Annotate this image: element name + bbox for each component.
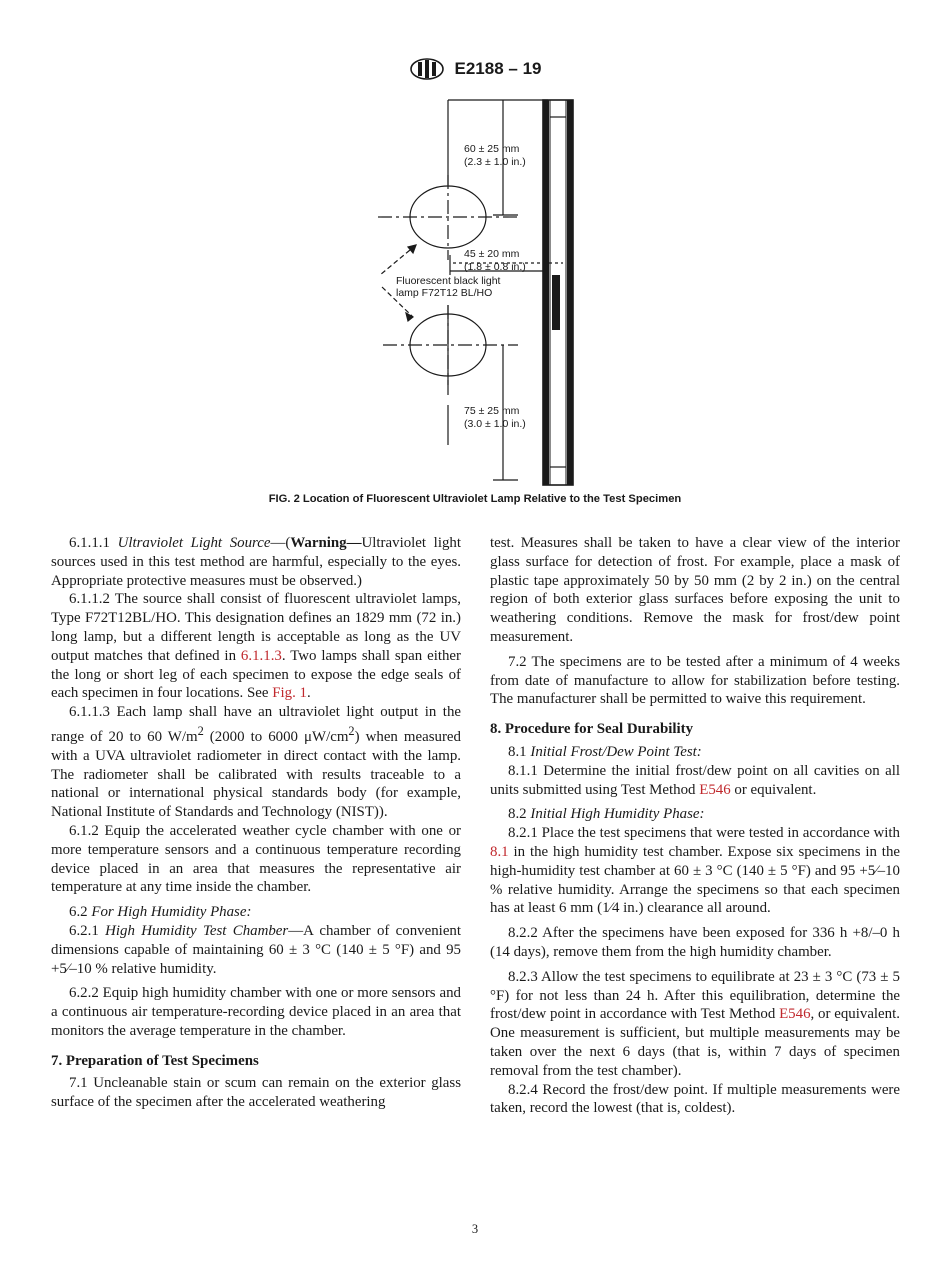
lamp-location-drawing	[368, 95, 583, 490]
dim-top-label-mm: 60 ± 25 mm	[464, 143, 520, 155]
paragraph-6-1-1-3: 6.1.1.3 Each lamp shall have an ultraviolet light output in the range of 20 to 60 $W/m^2$ (2000 to 6000 $\mu W/cm^2$) when measured with a UVA ultraviolet radiometer in direct contact with the lamp. The radiometer shall be calibrated with results traceable to a national or international physical standards body (for example, National Institute of Standards and Technology (NIST)).	[51, 704, 461, 821]
paragraph-8-2-2: 8.2.2 After the specimens have been exposed for 336 h +8/–0 h (14 days), remove them from the high humidity chamber.	[490, 925, 900, 960]
left-column	[51, 534, 461, 1112]
figure-caption: FIG. 2 Location of Fluorescent Ultraviolet Lamp Relative to the Test Specimen	[268, 493, 682, 505]
figure-2-diagram	[368, 95, 583, 490]
section-8-heading: 8. Procedure for Seal Durability	[490, 721, 694, 738]
page-header	[0, 58, 950, 80]
paragraph-8-1: 8.1 Initial Frost/Dew Point Test:	[508, 743, 702, 760]
lamp-label-line2: lamp F72T12 BL/HO	[396, 287, 493, 299]
ref-fig-1-link[interactable]: Fig. 1	[272, 685, 307, 702]
dim-mid-label-mm: 45 ± 20 mm	[464, 248, 520, 260]
dim-bot-label-in: (3.0 ± 1.0 in.)	[464, 418, 526, 430]
dim-top-label-in: (2.3 ± 1.0 in.)	[464, 156, 526, 168]
ref-e546-link-2[interactable]: E546	[779, 1006, 811, 1023]
paragraph-8-2-4: 8.2.4 Record the frost/dew point. If multiple measurements were taken, record the lowest (that is, coldest).	[490, 1081, 900, 1117]
right-column	[490, 534, 900, 1118]
paragraph-6-1-1-2: 6.1.1.2 The source shall consist of fluorescent ultraviolet lamps, Type F72T12BL/HO. This designation defines an 1829 mm (72 in.) long lamp, but a different length is acceptable as long as the UV output matches that defined in 6.1.1.3. Two lamps shall span either the long or short leg of each specimen to expose the edge seals of each specimen in four locations. See Fig. 1.	[51, 591, 461, 702]
dim-mid-label-in: (1.8 ± 0.8 in.)	[464, 261, 526, 273]
ref-8-1-link[interactable]: 8.1	[490, 843, 509, 860]
paragraph-6-2-1: 6.2.1 High Humidity Test Chamber—A chamber of convenient dimensions capable of maintaining 60 ± 3 °C (140 ± 5 °F) and 95 +5⁄–10 % relative humidity.	[51, 922, 462, 977]
ref-6-1-1-3-link[interactable]: 6.1.1.3	[240, 647, 282, 664]
paragraph-6-1-2: 6.1.2 Equip the accelerated weather cycle chamber with one or more temperature sensors and a continuous temperature recording device placed in an area that measures the representative air temperature at any time inside the chamber.	[51, 822, 461, 896]
ref-e546-link-1[interactable]: E546	[699, 781, 731, 798]
page-number: 3	[471, 1222, 479, 1236]
paragraph-8-2: 8.2 Initial High Humidity Phase:	[508, 806, 705, 823]
document-designation: E2188 – 19	[454, 59, 542, 78]
dim-bot-label-mm: 75 ± 25 mm	[464, 405, 520, 417]
paragraph-8-2-3: 8.2.3 Allow the test specimens to equilibrate at 23 ± 3 °C (73 ± 5 °F) for not less than 24 h. After this equilibration, determine the frost/dew point in accordance with Test Method E546, or equivalent. One measurement is sufficient, but multiple measurements may be taken over the next 6 days (that is, within 7 days of specimen removal from the test chamber).	[490, 968, 900, 1079]
astm-logo-icon	[409, 58, 445, 80]
paragraph-6-1-1-1: 6.1.1.1 Ultraviolet Light Source—(Warning—Ultraviolet light sources used in this test method are harmful, especially to the eyes. Appropriate protective measures must be observed.)	[51, 535, 461, 589]
paragraph-7-1-cont: test. Measures shall be taken to have a clear view of the interior glass surface for detection of frost. For example, place a mask of plastic tape approximately 50 by 50 mm (2 by 2 in.) on the central region of both exterior glass surfaces before exposing the unit to weathering conditions. Remove the mask for frost/dew point measurement.	[490, 535, 900, 645]
paragraph-6-2: 6.2 For High Humidity Phase:	[69, 904, 252, 921]
paragraph-7-2: 7.2 The specimens are to be tested after a minimum of 4 weeks from date of manufacture to allow for stabilization before testing. The manufacturer shall be permitted to waive this requirement.	[490, 653, 900, 708]
paragraph-8-1-1: 8.1.1 Determine the initial frost/dew point on all cavities on all units submitted using Test Method E546 or equivalent.	[490, 762, 900, 798]
paragraph-7-1: 7.1 Uncleanable stain or scum can remain on the exterior glass surface of the specimen after the accelerated weathering	[51, 1075, 461, 1111]
lamp-label-line1: Fluorescent black light	[396, 275, 501, 287]
section-7-heading: 7. Preparation of Test Specimens	[51, 1052, 259, 1069]
paragraph-6-2-2: 6.2.2 Equip high humidity chamber with one or more sensors and a continuous air temperature-recording device placed in an area that monitors the average temperature in the chamber.	[51, 985, 461, 1039]
paragraph-8-2-1: 8.2.1 Place the test specimens that were tested in accordance with 8.1 in the high humidity test chamber. Expose six specimens in the high-humidity test chamber at 60 ± 3 °C (140 ± 5 °F) and 95 +5⁄–10 % relative humidity. Arrange the specimens so that each specimen has at least 6 mm (1⁄4 in.) clearance all around.	[490, 825, 900, 917]
